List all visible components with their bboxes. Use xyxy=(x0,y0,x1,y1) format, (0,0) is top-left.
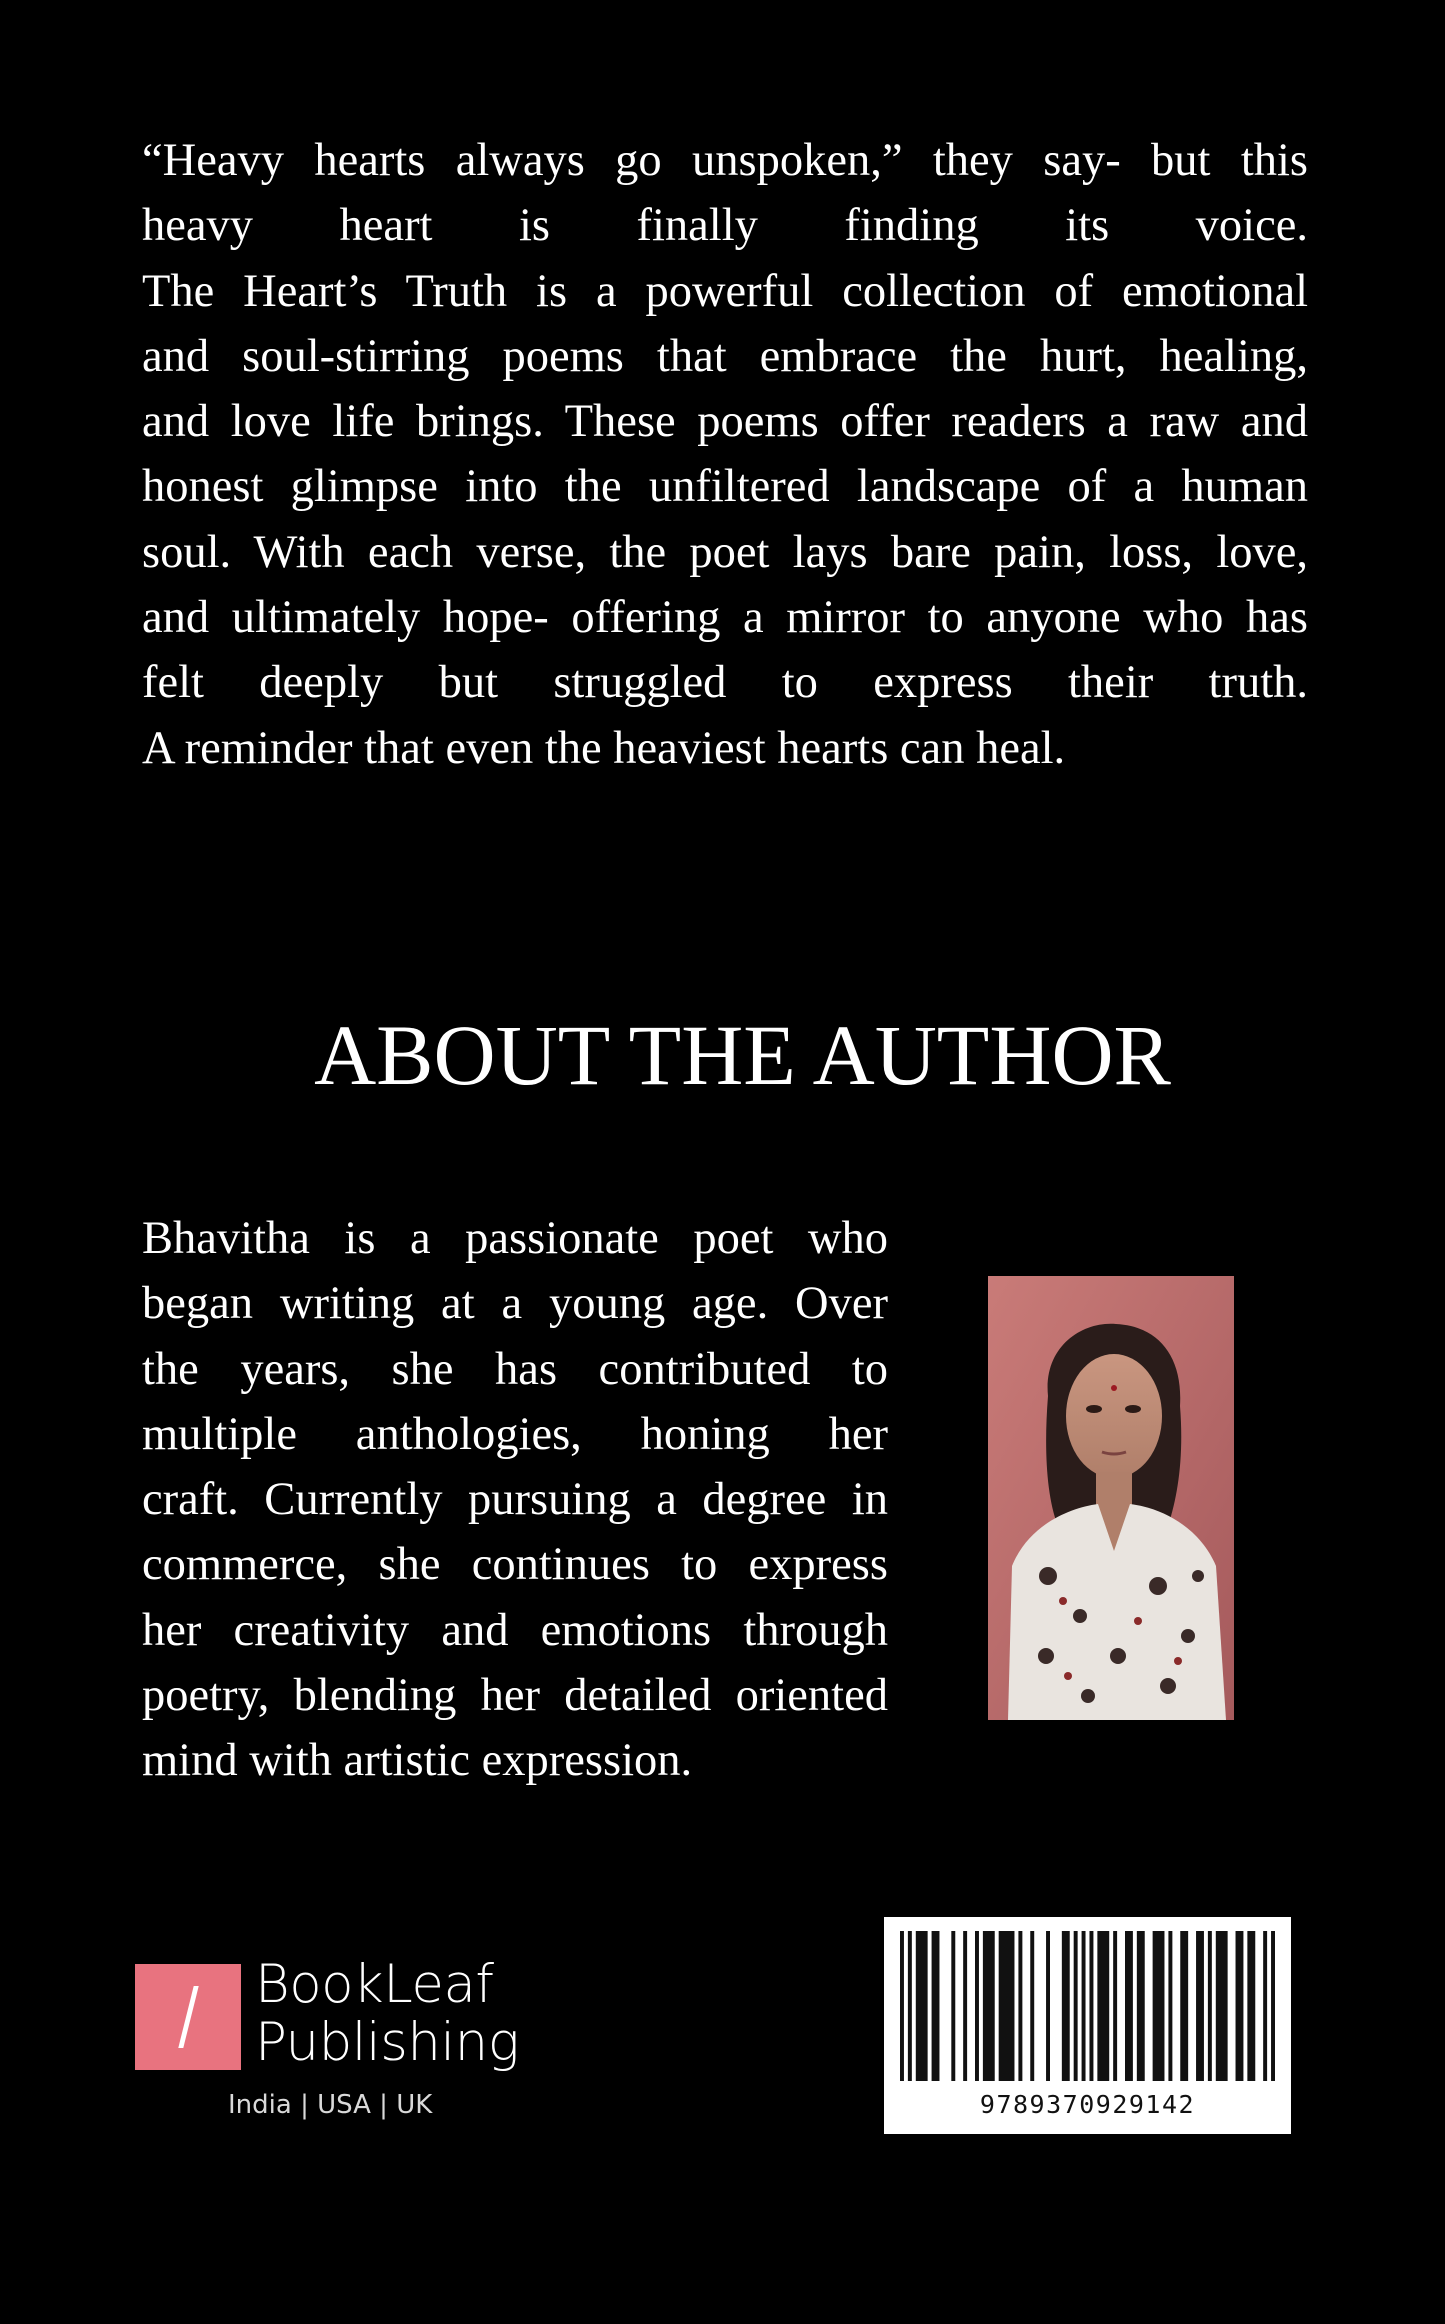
barcode-bar xyxy=(932,1931,940,2081)
barcode-bar xyxy=(1247,1931,1255,2081)
barcode-bar xyxy=(1137,1931,1145,2081)
barcode-bar xyxy=(1030,1931,1034,2081)
barcode-bar xyxy=(975,1931,979,2081)
barcode-bar xyxy=(908,1931,912,2081)
bio-line: poetry, blending her detailed oriented xyxy=(142,1670,888,1722)
publisher-name-line2: Publishing xyxy=(255,2012,520,2073)
author-bio xyxy=(142,1206,888,1794)
barcode-bar xyxy=(900,1931,904,2081)
barcode-bar xyxy=(1046,1931,1050,2081)
barcode-bar xyxy=(1125,1931,1133,2081)
barcode-bar xyxy=(1082,1931,1086,2081)
bio-line: craft. Currently pursuing a degree in xyxy=(142,1474,888,1526)
barcode-bar xyxy=(951,1931,955,2081)
blurb-line: and ultimately hope- offering a mirror to anyone who has xyxy=(142,592,1308,644)
back-cover-blurb xyxy=(142,128,1308,781)
barcode-bar xyxy=(963,1931,967,2081)
barcode-bar xyxy=(1236,1931,1244,2081)
blurb-line: heavy heart is finally finding its voice. xyxy=(142,200,1308,252)
isbn-barcode xyxy=(884,1917,1291,2134)
barcode-bar xyxy=(1208,1931,1212,2081)
blurb-line: soul. With each verse, the poet lays bare pain, loss, love, xyxy=(142,526,1308,578)
blurb-line: honest glimpse into the unfiltered landscape of a human xyxy=(142,461,1308,513)
bio-line: began writing at a young age. Over xyxy=(142,1278,888,1330)
bio-line: her creativity and emotions through xyxy=(142,1604,888,1656)
barcode-bar xyxy=(1168,1931,1172,2081)
barcode-bar xyxy=(1018,1931,1022,2081)
barcode-bar xyxy=(1062,1931,1070,2081)
bio-line: commerce, she continues to express xyxy=(142,1539,888,1591)
blurb-line: and soul-stirring poems that embrace the hurt, healing, xyxy=(142,330,1308,382)
publisher-regions: India | USA | UK xyxy=(228,2090,433,2120)
barcode-bar xyxy=(1074,1931,1078,2081)
about-author-heading: ABOUT THE AUTHOR xyxy=(314,1007,1171,1103)
barcode-bar xyxy=(999,1931,1015,2081)
blurb-line: A reminder that even the heaviest hearts can heal. xyxy=(142,722,1066,774)
barcode-bar xyxy=(1263,1931,1267,2081)
publisher-mark-icon xyxy=(135,1964,241,2070)
barcode-bar xyxy=(1113,1931,1117,2081)
barcode-bars xyxy=(900,1931,1275,2081)
bio-line: multiple anthologies, honing her xyxy=(142,1408,888,1460)
blurb-line: The Heart’s Truth is a powerful collection of emotional xyxy=(142,265,1308,317)
barcode-bar xyxy=(1196,1931,1204,2081)
barcode-bar xyxy=(916,1931,928,2081)
isbn-number: 9789370929142 xyxy=(979,2090,1196,2119)
blurb-line: felt deeply but struggled to express their truth. xyxy=(142,657,1308,709)
barcode-bar xyxy=(1271,1931,1275,2081)
publisher-name xyxy=(255,1956,519,2072)
barcode-bar xyxy=(1089,1931,1093,2081)
author-photo xyxy=(988,1276,1234,1720)
barcode-bar xyxy=(1180,1931,1188,2081)
bio-line: Bhavitha is a passionate poet who xyxy=(142,1213,888,1264)
barcode-bar xyxy=(1153,1931,1165,2081)
bio-line: mind with artistic expression. xyxy=(142,1735,693,1787)
barcode-bar xyxy=(983,1931,995,2081)
bio-line: the years, she has contributed to xyxy=(142,1343,888,1395)
barcode-bar xyxy=(1097,1931,1109,2081)
blurb-line: “Heavy hearts always go unspoken,” they say- but this xyxy=(142,135,1308,186)
publisher-logo xyxy=(135,1954,555,2134)
barcode-bar xyxy=(1216,1931,1228,2081)
blurb-line: and love life brings. These poems offer readers a raw and xyxy=(142,396,1308,448)
publisher-name-line1: BookLeaf xyxy=(255,1954,494,2015)
